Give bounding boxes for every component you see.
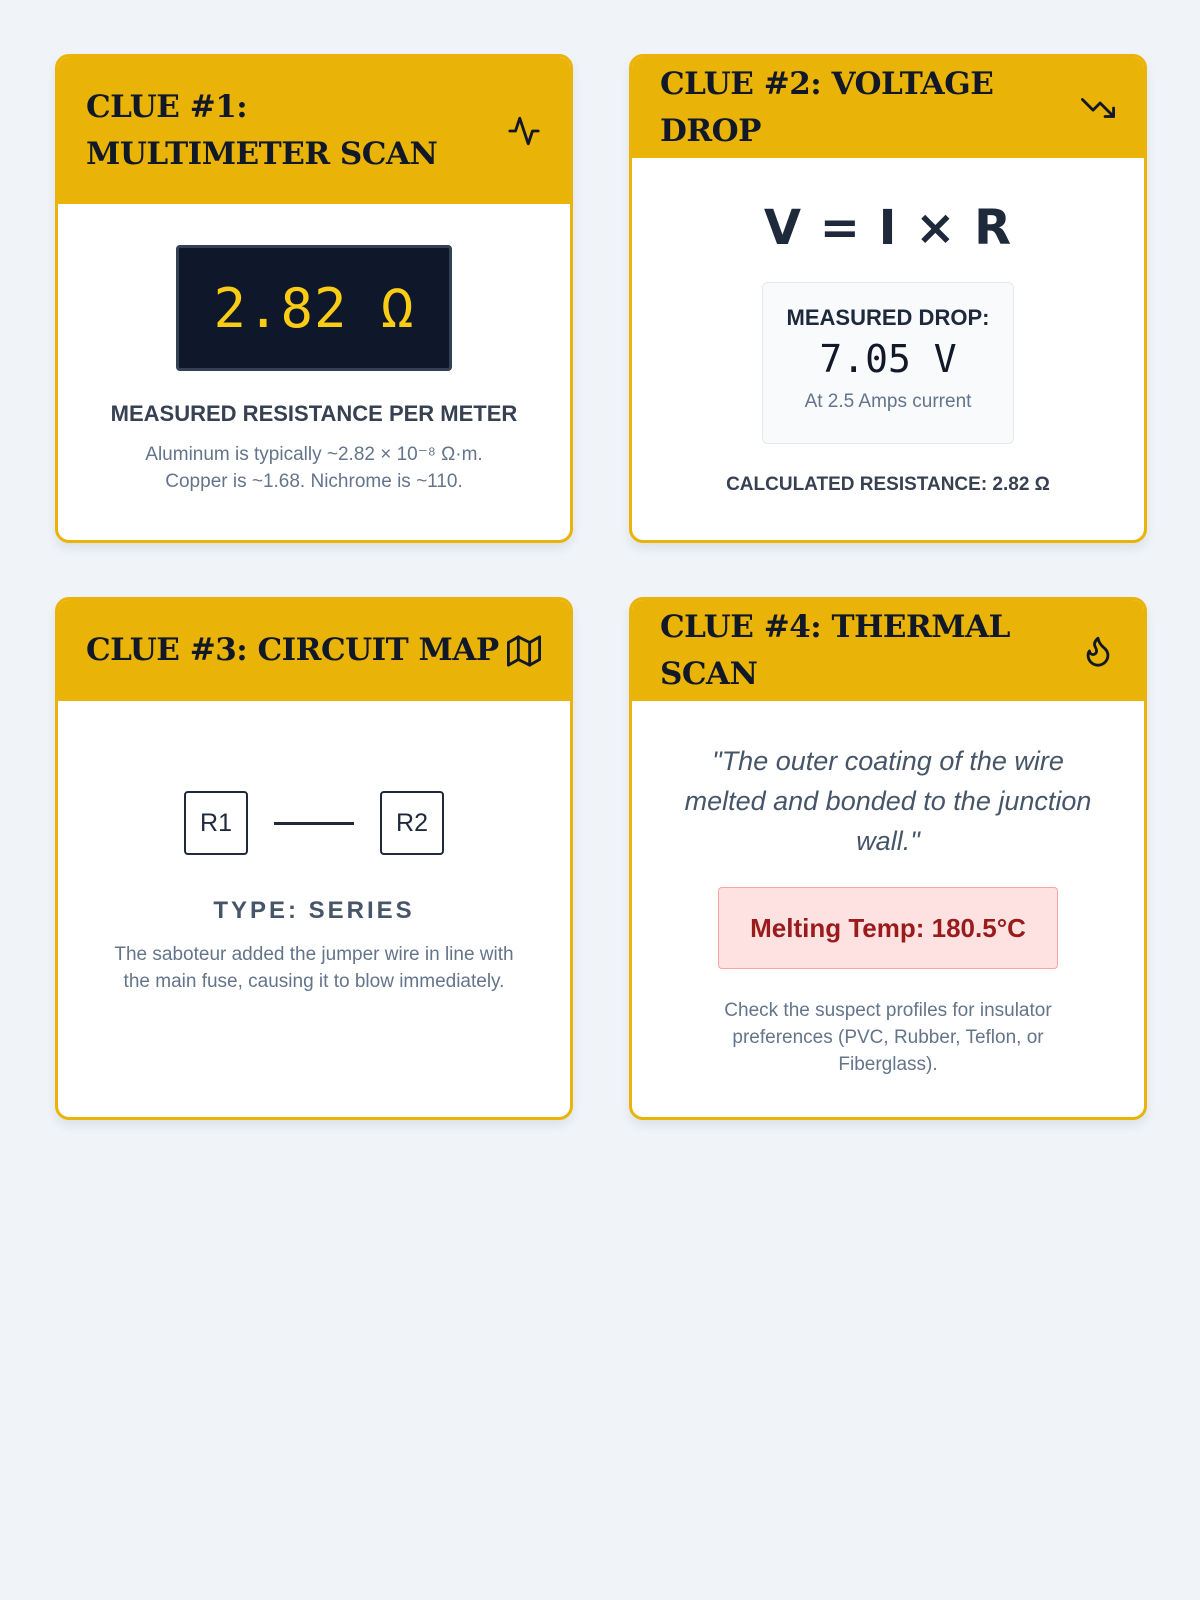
card-header [632,57,1144,158]
card-body [58,701,570,1117]
material-note-line: Copper is ~1.68. Nichrome is ~110. [165,471,463,492]
trending-down-icon [1080,90,1116,126]
material-note-line: Aluminum is typically ~2.82 × 10⁻⁸ Ω·m. [145,444,483,465]
card-title: CLUE #2: VOLTAGE DROP [660,65,994,149]
card-body [632,158,1144,540]
activity-pulse-icon [506,113,542,149]
card-header [58,57,570,204]
clue-card-thermal-scan [629,597,1147,1120]
card-title: CLUE #1: MULTIMETER SCAN [86,88,438,172]
current-note: At 2.5 Amps current [804,391,972,412]
calculated-resistance: CALCULATED RESISTANCE: 2.82 Ω [726,474,1050,495]
melting-temp-badge: Melting Temp: 180.5°C [718,887,1058,969]
clue-card-voltage-drop [629,54,1147,543]
map-icon [506,633,542,669]
measurement-label: MEASURED RESISTANCE PER METER [110,401,518,426]
clue-grid [55,54,1147,1120]
circuit-type: TYPE: SERIES [213,897,415,924]
measured-drop-box [762,282,1014,444]
circuit-wire [274,822,354,825]
card-title: CLUE #3: CIRCUIT MAP [86,632,499,668]
ohms-law-formula: V = I × R [763,200,1013,256]
circuit-note: The saboteur added the jumper wire in line with the main fuse, causing it to blow immediately. [114,944,514,992]
resistor-r2: R2 [380,791,444,855]
multimeter-display: 2.82 Ω [176,245,452,371]
drop-value: 7.05 V [819,337,957,381]
card-body [632,701,1144,1117]
card-body [58,204,570,540]
clue-card-multimeter [55,54,573,543]
thermal-quote: "The outer coating of the wire melted and bonded to the junction wall." [684,746,1092,856]
card-title: CLUE #4: THERMAL SCAN [660,608,1010,692]
card-header [632,600,1144,701]
material-note [145,441,482,495]
clue-card-circuit-map [55,597,573,1120]
resistor-r1: R1 [184,791,248,855]
card-header [58,600,570,701]
flame-icon [1080,633,1116,669]
circuit-diagram [184,791,444,855]
drop-label: MEASURED DROP: [786,305,990,330]
insulator-note: Check the suspect profiles for insulator preferences (PVC, Rubber, Teflon, or Fiberglass). [724,1000,1052,1075]
